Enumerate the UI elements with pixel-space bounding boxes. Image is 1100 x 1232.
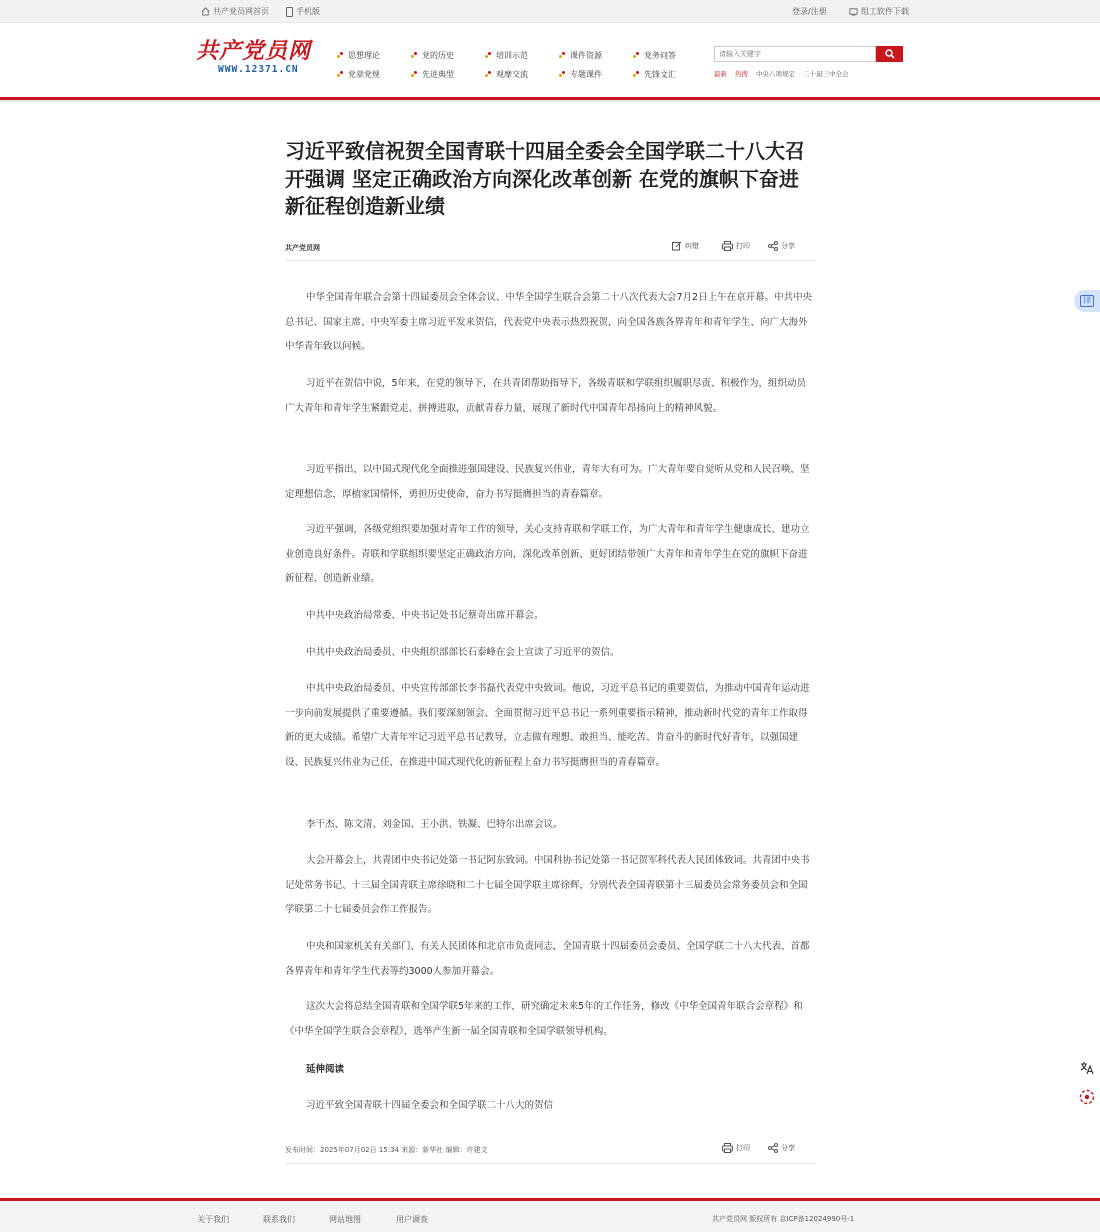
correct-label: 纠错 [685,242,699,250]
download-icon [849,7,858,16]
article-header [285,138,815,221]
login-link[interactable] [792,6,827,17]
hot-word-link[interactable]: 二十届三中全会 [803,70,849,78]
nav-label: 党务问答 [644,51,676,60]
share-button[interactable] [768,241,795,251]
article-paragraph: 习近平在贺信中说，5年来，在党的领导下，在共青团帮助指导下，各级青联和学联组织履职尽责、积极作为，组织动员广大青年和青年学生紧跟党走、拼搏进取，贡献青春力量，展现了新时代中国青年昂扬向上的精神风貌。 [285,378,807,414]
article-source: 共产党员网 [285,244,320,252]
nav-item-pioneer-essays[interactable] [633,69,676,80]
home-link-label: 共产党员网首页 [213,7,269,16]
article-paragraph: 习近平强调，各级党组织要加强对青年工作的领导，关心支持青联和学联工作，为广大青年和青年学生健康成长、建功立业创造良好条件。青联和学联组织要坚定正确政治方向，深化改革创新，更好团结带领广大青年和青年学生在党的旗帜下奋进新征程、创造新业绩。 [285,524,810,585]
search-box [714,46,903,62]
article-paragraph: 大会开幕会上，共青团中央书记处第一书记阿东致词。中国科协书记处第一书记贺军科代表人民团体致词。共青团中央书记处常务书记、十三届全国青联主席徐晓和二十七届全国学联主席徐辉，分别代表全国青联第十三届委员会常务委员会和全国学联第二十七届委员会作工作报告。 [285,855,810,916]
logo-url: WWW.12371.CN [218,64,299,75]
nav-item-regulations[interactable] [337,69,380,80]
nav-label: 党章党规 [348,70,380,79]
mobile-icon [286,7,293,17]
article-paragraph: 中共中央政治局委员、中央宣传部部长李书磊代表党中央致词。他说，习近平总书记的重要贺信，为推动中国青年运动进一步向前发展提供了重要遵循。我们要深刻领会、全面贯彻习近平总书记一系列重要指示精神，推动新时代党的青年工作取得新的更大成绩。希望广大青年牢记习近平总书记教导，立志做有理想、敢担当、能吃苦、肯奋斗的新时代好青年，以强国建设、民族复兴伟业为己任，在推进中国式现代化的新征程上奋力书写挺膺担当的青春篇章。 [285,683,810,769]
search-input[interactable] [714,46,876,62]
nav-dot-icon [633,71,640,78]
home-icon [201,7,210,16]
article-paragraph: 中央和国家机关有关部门、有关人民团体和北京市负责同志，全国青联十四届委员会委员、全国学联二十八大代表、首都各界青年和青年学生代表等约3000人参加开幕会。 [285,941,810,977]
nav-label: 先锋文汇 [644,70,676,79]
nav-item-theory[interactable] [337,50,380,61]
nav-item-special-courses[interactable] [559,69,602,80]
nav-label: 培训示范 [496,51,528,60]
article-paragraph: 李干杰、陈文清、刘金国、王小洪、铁凝、巴特尔出席会议。 [306,819,563,830]
nav-dot-icon [411,71,418,78]
nav-dot-icon [559,71,566,78]
translate-float-button[interactable] [1074,290,1100,312]
correct-button[interactable] [672,241,699,251]
print-label: 打印 [736,1144,750,1152]
app-download-label: 组工软件下载 [861,7,909,16]
nav-dot-icon [411,52,418,59]
footer-link-sitemap[interactable]: 网站地图 [329,1215,361,1224]
footer-link-about[interactable]: 关于我们 [197,1215,229,1224]
footer-copyright: 共产党员网 版权所有 京ICP备12024990号-1 [712,1215,855,1223]
app-download-link[interactable] [849,6,909,17]
nav-item-exchange[interactable] [485,69,528,80]
mobile-link-label: 手机版 [296,7,320,16]
top-bar [0,0,1100,23]
article-paragraph: 习近平指出，以中国式现代化全面推进强国建设、民族复兴伟业，青年大有可为。广大青年要自觉听从党和人民召唤，坚定理想信念，厚植家国情怀，勇担历史使命，奋力书写挺膺担当的青春篇章。 [285,464,810,500]
login-link-label: 登录/注册 [792,7,827,16]
nav-dot-icon [633,52,640,59]
search-icon [885,49,895,59]
article-paragraph: 中华全国青年联合会第十四届委员会全体会议、中华全国学生联合会第二十八次代表大会7月2日上午在京开幕。中共中央总书记、国家主席、中央军委主席习近平发来贺信，代表党中央表示热烈祝贺，向全国各族各界青年和青年学生、向广大海外中华青年致以问候。 [285,292,813,353]
hot-hot-tab[interactable]: 热搜 [735,70,748,78]
print-icon [722,241,733,251]
footer-link-survey[interactable]: 用户调查 [396,1215,428,1224]
nav-label: 课件资源 [570,51,602,60]
nav-dot-icon [559,52,566,59]
mobile-link[interactable] [286,6,320,17]
translate-float-label: 译 [1082,296,1092,306]
article-paragraph: 中共中央政治局委员、中央组织部部长石泰峰在会上宣读了习近平的贺信。 [306,647,620,658]
header-divider-shadow [0,100,1100,102]
print-icon [722,1143,733,1153]
nav-label: 专题课件 [570,70,602,79]
language-switch-button[interactable] [1074,1056,1100,1080]
share-label: 分享 [781,1144,795,1152]
publish-info: 发布时间：2025年07月02日 15:34 来源：新华社 编辑：许建文 [285,1146,488,1154]
edit-icon [672,241,682,251]
nav-dot-icon [337,52,344,59]
article-paragraph: 这次大会将总结全国青联和全国学联5年来的工作，研究确定未来5年的工作任务，修改《中华全国青年联合会章程》和《中华全国学生联合会章程》，选举产生新一届全国青联和全国学联领导机构。 [285,1001,803,1037]
print-button-bottom[interactable] [722,1143,750,1153]
share-button-bottom[interactable] [768,1143,795,1153]
article-paragraph: 中共中央政治局常委、中央书记处书记蔡奇出席开幕会。 [306,610,544,621]
nav-dot-icon [485,52,492,59]
nav-dot-icon [485,71,492,78]
assistant-icon [1079,1089,1095,1105]
hot-word-link[interactable]: 中央八项规定 [756,70,795,78]
article-meta [285,239,815,261]
footer-link-contact[interactable]: 联系我们 [263,1215,295,1224]
assistant-float-button[interactable] [1074,1084,1100,1110]
site-header [0,23,1100,99]
nav-item-models[interactable] [411,69,454,80]
nav-label: 思想理论 [348,51,380,60]
logo-name: 共产党员网 [196,38,312,64]
hot-words [714,69,849,78]
nav-item-qa[interactable] [633,50,676,61]
hot-latest-tab[interactable]: 最新 [714,70,727,78]
nav-item-training[interactable] [485,50,528,61]
translate-icon [1080,1061,1094,1075]
nav-label: 先进典型 [422,70,454,79]
nav-label: 观摩交流 [496,70,528,79]
share-icon [768,1143,778,1153]
share-label: 分享 [781,242,795,250]
nav-label: 党的历史 [422,51,454,60]
site-logo[interactable] [196,38,320,82]
search-button[interactable] [876,46,903,62]
article-title: 习近平致信祝贺全国青联十四届全委会全国学联二十八大召开强调 坚定正确政治方向深化改革创新 在党的旗帜下奋进新征程创造新业绩 [285,139,805,218]
nav-item-history[interactable] [411,50,454,61]
extended-reading-title: 延伸阅读 [306,1064,345,1075]
site-footer [0,1198,1100,1232]
print-button[interactable] [722,241,750,251]
home-link[interactable] [201,6,269,17]
print-label: 打印 [736,242,750,250]
share-icon [768,241,778,251]
nav-dot-icon [337,71,344,78]
extended-reading-link[interactable]: 习近平致全国青联十四届全委会和全国学联二十八大的贺信 [306,1100,554,1111]
nav-item-courseware[interactable] [559,50,602,61]
article-footer-meta [285,1138,815,1164]
